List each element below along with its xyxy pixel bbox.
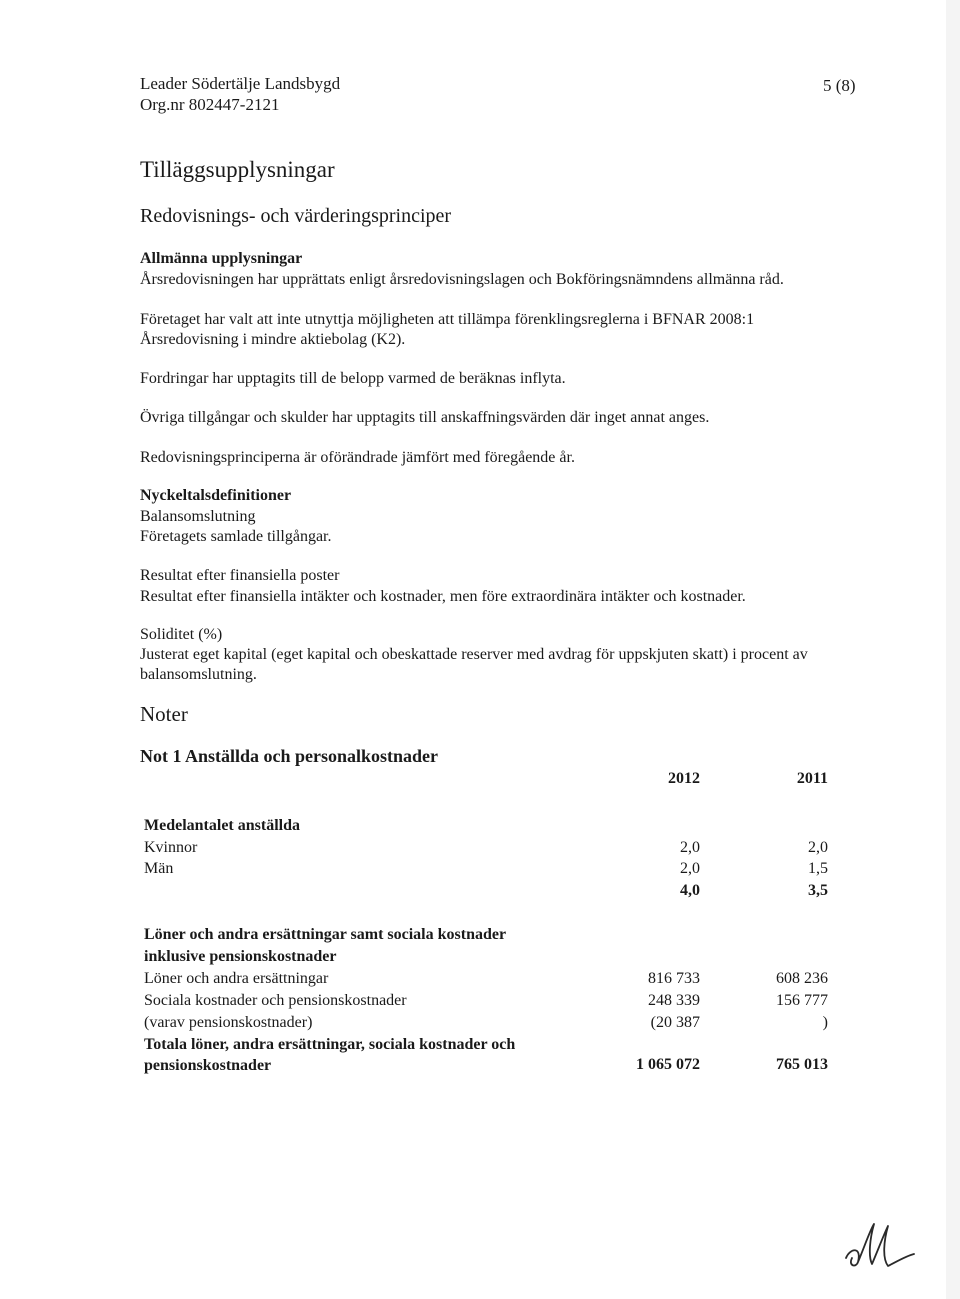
total-label-line1: Totala löner, andra ersättningar, sociala kostnader och xyxy=(144,1036,516,1053)
resultat-definition: Resultat efter finansiella intäkter och kostnader, men före extraordinära intäkter och kostnader. xyxy=(140,588,746,605)
loner-row-2012: 816 733 xyxy=(648,970,700,987)
soliditet-definition-line1: Justerat eget kapital (eget kapital och obeskattade reserver med avdrag för uppskjuten skatt) i procent av xyxy=(140,646,808,663)
loner-row-2012: 248 339 xyxy=(648,992,700,1009)
total-2011: 765 013 xyxy=(776,1056,828,1073)
medel-row-2012: 2,0 xyxy=(680,860,700,877)
medel-heading: Medelantalet anställda xyxy=(144,817,300,834)
handwritten-signature xyxy=(840,1218,920,1274)
allmanna-text: Årsredovisningen har upprättats enligt årsredovisningslagen och Bokföringsnämndens allmänna råd. xyxy=(140,271,784,288)
org-number: Org.nr 802447-2121 xyxy=(140,95,280,114)
paragraph-k2-line1: Företaget har valt att inte utnyttja möjligheten att tillämpa förenklingsreglerna i BFNAR 2008:1 xyxy=(140,311,755,328)
medel-row-label: Män xyxy=(144,860,174,877)
nyckeltal-heading: Nyckeltalsdefinitioner xyxy=(140,487,292,504)
resultat-term: Resultat efter finansiella poster xyxy=(140,567,340,584)
medel-row-label: Kvinnor xyxy=(144,839,198,856)
balans-term: Balansomslutning xyxy=(140,508,256,525)
scan-edge xyxy=(946,0,960,1299)
loner-row-2011: ) xyxy=(822,1014,828,1031)
loner-heading-line2: inklusive pensionskostnader xyxy=(144,948,337,965)
paragraph-k2-line2: Årsredovisning i mindre aktiebolag (K2). xyxy=(140,331,406,348)
paragraph-fordringar: Fordringar har upptagits till de belopp varmed de beräknas inflyta. xyxy=(140,370,566,387)
loner-row-2011: 156 777 xyxy=(776,992,828,1009)
medel-row-2011: 2,0 xyxy=(808,839,828,856)
note1-heading: Not 1 Anställda och personalkostnader xyxy=(140,746,439,766)
medel-row-2011: 1,5 xyxy=(808,860,828,877)
year-2011-header: 2011 xyxy=(796,770,828,787)
total-2012: 1 065 072 xyxy=(636,1056,700,1073)
medel-row-2012: 2,0 xyxy=(680,839,700,856)
page-title: Tilläggsupplysningar xyxy=(140,157,335,182)
allmanna-heading: Allmänna upplysningar xyxy=(140,250,303,267)
soliditet-term: Soliditet (%) xyxy=(140,626,223,643)
loner-row-2012: (20 387 xyxy=(650,1014,700,1031)
paragraph-principer: Redovisningsprinciperna är oförändrade jämfört med föregående år. xyxy=(140,449,575,466)
loner-row-label: (varav pensionskostnader) xyxy=(144,1014,313,1031)
noter-heading: Noter xyxy=(140,702,188,726)
loner-heading-line1: Löner och andra ersättningar samt sociala kostnader xyxy=(144,926,507,943)
loner-row-label: Sociala kostnader och pensionskostnader xyxy=(144,992,407,1009)
balans-definition: Företagets samlade tillgångar. xyxy=(140,528,332,545)
section-subtitle: Redovisnings- och värderingsprinciper xyxy=(140,205,452,227)
paragraph-ovriga: Övriga tillgångar och skulder har upptagits till anskaffningsvärden där inget annat anges. xyxy=(140,409,710,426)
page-number: 5 (8) xyxy=(823,76,856,95)
year-2012-header: 2012 xyxy=(668,770,700,787)
medel-total-2011: 3,5 xyxy=(808,882,828,899)
loner-row-2011: 608 236 xyxy=(776,970,828,987)
medel-total-2012: 4,0 xyxy=(680,882,700,899)
total-label-line2: pensionskostnader xyxy=(144,1057,272,1074)
org-name: Leader Södertälje Landsbygd xyxy=(140,74,341,93)
soliditet-definition-line2: balansomslutning. xyxy=(140,666,257,683)
loner-row-label: Löner och andra ersättningar xyxy=(144,970,329,987)
